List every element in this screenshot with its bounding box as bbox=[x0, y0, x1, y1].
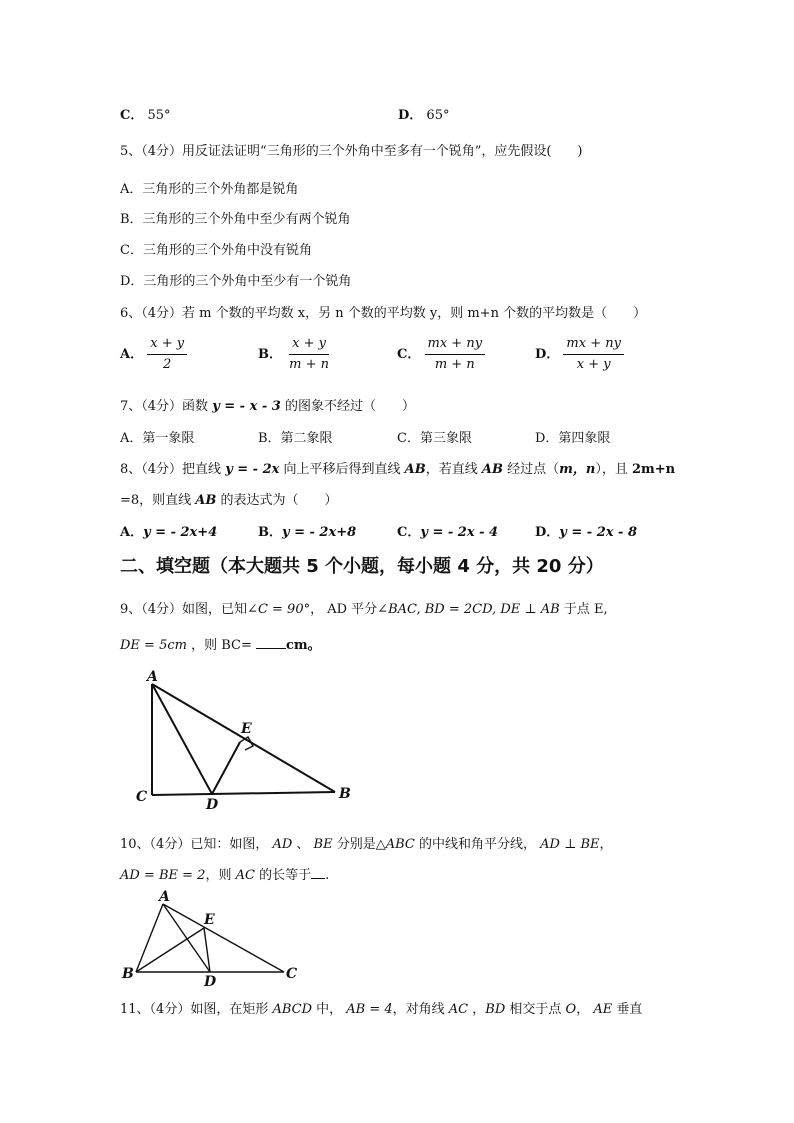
q9-l1-angle: ∠C = 90° bbox=[247, 602, 311, 617]
q8-option-b-expr: y = - 2x+8 bbox=[282, 525, 357, 540]
q8-option-a bbox=[120, 521, 217, 540]
q10-l2-mid: ，则 bbox=[205, 868, 236, 883]
q9-label-b: B bbox=[339, 786, 351, 802]
q9-l1-mid: ， AD 平分 bbox=[310, 602, 378, 617]
q6-option-c bbox=[397, 336, 485, 373]
q6-option-c-label: C． bbox=[397, 347, 421, 362]
q9-side-cb bbox=[152, 792, 335, 795]
q8-l1-mid2: ，若直线 bbox=[425, 462, 482, 477]
q9-triangle-figure bbox=[130, 666, 360, 812]
q9-segment-de bbox=[212, 742, 240, 794]
q8-stem-line2 bbox=[120, 489, 338, 508]
q11-bd: BD bbox=[485, 1002, 506, 1017]
q8-l1-ab: AB bbox=[404, 462, 426, 477]
q9-l2-de: DE = 5cm bbox=[120, 638, 187, 653]
q8-option-b bbox=[258, 521, 356, 540]
q9-label-c: C bbox=[136, 789, 148, 805]
q6-option-b-fraction bbox=[286, 336, 332, 373]
q10-l1-sep: 、 bbox=[292, 837, 310, 852]
q10-l1-prefix: 10、（4分）已知：如图， bbox=[120, 837, 273, 852]
q8-option-c-label: C． bbox=[397, 525, 421, 540]
q6-option-a-numerator: x + y bbox=[147, 336, 187, 355]
q4-option-c-label: C． bbox=[120, 108, 144, 123]
q6-option-a-denominator: 2 bbox=[163, 357, 172, 372]
q10-l1-mid2: 的中线和角平分线， bbox=[414, 837, 541, 852]
q10-triangle-figure bbox=[116, 888, 306, 988]
q4-option-d-value: 65° bbox=[426, 108, 450, 123]
q8-option-a-expr: y = - 2x+4 bbox=[143, 525, 218, 540]
q10-l1-perp: AD ⊥ BE bbox=[540, 837, 600, 852]
q8-l2-ab: AB bbox=[195, 493, 217, 508]
q6-option-a-fraction bbox=[147, 336, 187, 373]
q4-option-d-label: D． bbox=[398, 108, 423, 123]
q9-label-d: D bbox=[206, 797, 219, 812]
q11-mid5: ， bbox=[576, 1002, 594, 1017]
q10-label-a: A bbox=[159, 889, 170, 905]
q10-stem-line2 bbox=[120, 864, 329, 883]
q10-l1-triangle: △ABC bbox=[375, 837, 415, 852]
q11-o: O bbox=[565, 1002, 577, 1017]
q8-l1-mn: m，n bbox=[559, 462, 596, 477]
q11-prefix: 11、（4分）如图，在矩形 bbox=[120, 1002, 273, 1017]
q10-label-b: B bbox=[122, 966, 134, 982]
q8-l1-mid4: ），且 bbox=[595, 462, 632, 477]
q8-l1-function: y = - 2x bbox=[225, 462, 280, 477]
q6-option-d bbox=[535, 336, 624, 373]
q9-l1-prefix: 9、（4分）如图，已知 bbox=[120, 602, 248, 617]
q10-l2-end: . bbox=[325, 868, 330, 883]
q10-label-c: C bbox=[286, 966, 298, 982]
q8-l1-mid3: 经过点（ bbox=[502, 462, 560, 477]
q6-option-a bbox=[120, 336, 187, 373]
q7-option-a: A．第一象限 bbox=[120, 431, 195, 446]
q6-option-c-numerator: mx + ny bbox=[425, 336, 486, 355]
q7-suffix: 的图象不经过（ ） bbox=[280, 399, 415, 414]
q8-l1-ab2: AB bbox=[481, 462, 503, 477]
q10-l2-equation: AD = BE = 2 bbox=[120, 868, 206, 883]
q8-l1-prefix: 8、（4分）把直线 bbox=[120, 462, 226, 477]
q11-rect: ABCD bbox=[272, 1002, 313, 1017]
q6-option-d-fraction bbox=[563, 336, 624, 373]
q7-option-d: D．第四象限 bbox=[535, 431, 611, 446]
q7-function: y = - x - 3 bbox=[212, 399, 281, 414]
q6-stem: 6、（4分）若 m 个数的平均数 x，另 n 个数的平均数 y，则 m+n 个数的平均数是（ ） bbox=[120, 306, 647, 321]
q8-option-d-expr: y = - 2x - 8 bbox=[559, 525, 637, 540]
q10-l1-ad: AD bbox=[272, 837, 293, 852]
q8-l2-prefix: =8，则直线 bbox=[120, 493, 196, 508]
q8-stem-line1 bbox=[120, 458, 675, 477]
q6-option-b-numerator: x + y bbox=[289, 336, 329, 355]
q4-option-c-value: 55° bbox=[147, 108, 171, 123]
q5-stem: 5、（4分）用反证法证明“三角形的三个外角中至多有一个锐角”，应先假设( ) bbox=[120, 144, 583, 159]
q10-side-ac bbox=[163, 904, 284, 972]
q11-suffix: 垂直 bbox=[612, 1002, 643, 1017]
q6-option-b-label: B． bbox=[258, 347, 282, 362]
q9-label-a: A bbox=[147, 669, 158, 685]
q9-l1-conditions: ∠BAC, BD = 2CD, DE ⊥ AB bbox=[377, 602, 560, 617]
q11-mid3: ， bbox=[468, 1002, 486, 1017]
q10-l1-be: BE bbox=[309, 837, 333, 852]
q9-l1-suffix: 于点 E, bbox=[559, 602, 608, 617]
q6-option-d-denominator: x + y bbox=[576, 357, 611, 372]
q8-l1-mid: 向上平移后得到直线 bbox=[279, 462, 405, 477]
q5-option-d: D．三角形的三个外角中至少有一个锐角 bbox=[120, 274, 352, 289]
q4-option-d bbox=[398, 104, 449, 123]
q5-option-a: A．三角形的三个外角都是锐角 bbox=[120, 182, 299, 197]
q5-option-c: C．三角形的三个外角中没有锐角 bbox=[120, 243, 312, 258]
q11-ae: AE bbox=[593, 1002, 613, 1017]
q11-stem bbox=[120, 998, 642, 1017]
q10-l2-ac: AC bbox=[235, 868, 255, 883]
q8-option-c bbox=[397, 521, 498, 540]
q10-l2-suffix: 的长等于 bbox=[254, 868, 312, 883]
q7-prefix: 7、（4分）函数 bbox=[120, 399, 213, 414]
q11-ab: AB = 4 bbox=[346, 1002, 393, 1017]
q6-option-a-label: A． bbox=[120, 347, 144, 362]
q10-side-ab bbox=[136, 904, 163, 972]
q8-option-b-label: B． bbox=[258, 525, 282, 540]
q11-mid4: 相交于点 bbox=[505, 1002, 566, 1017]
q6-option-d-numerator: mx + ny bbox=[563, 336, 624, 355]
q7-option-b: B．第二象限 bbox=[258, 431, 333, 446]
q6-option-c-fraction bbox=[425, 336, 486, 373]
q9-l2-mid: ，则 BC= bbox=[186, 638, 256, 653]
q5-option-b: B．三角形的三个外角中至少有两个锐角 bbox=[120, 212, 351, 227]
q9-answer-blank[interactable] bbox=[256, 636, 286, 649]
q10-stem-line1 bbox=[120, 833, 613, 852]
q11-mid: 中， bbox=[312, 1002, 347, 1017]
q11-ac: AC bbox=[448, 1002, 469, 1017]
q6-option-b bbox=[258, 336, 332, 373]
q8-option-d-label: D． bbox=[535, 525, 560, 540]
q7-option-c: C．第三象限 bbox=[397, 431, 472, 446]
q8-option-a-label: A． bbox=[120, 525, 144, 540]
q10-median-ad bbox=[163, 904, 210, 972]
q8-option-c-expr: y = - 2x - 4 bbox=[420, 525, 499, 540]
q9-l2-unit: cm。 bbox=[285, 638, 321, 653]
q8-option-d bbox=[535, 521, 637, 540]
q11-mid2: ，对角线 bbox=[392, 1002, 449, 1017]
section-heading: 二、填空题（本大题共 5 个小题，每小题 4 分，共 20 分） bbox=[120, 556, 604, 577]
q9-label-e: E bbox=[241, 721, 252, 737]
q8-l2-suffix: 的表达式为（ ） bbox=[216, 493, 338, 508]
q6-option-c-denominator: m + n bbox=[434, 357, 475, 372]
q6-option-d-label: D． bbox=[535, 347, 560, 362]
q10-l1-suffix: ， bbox=[599, 837, 613, 852]
q10-answer-blank[interactable] bbox=[311, 866, 325, 879]
q9-segment-ad bbox=[152, 684, 212, 794]
q10-l1-mid: 分别是 bbox=[332, 837, 376, 852]
q10-label-e: E bbox=[204, 912, 215, 928]
q6-option-b-denominator: m + n bbox=[289, 357, 329, 372]
q9-stem-line1 bbox=[120, 598, 608, 617]
q9-side-ab bbox=[152, 684, 335, 792]
q9-stem-line2 bbox=[120, 634, 321, 653]
q10-bisector-be bbox=[136, 928, 204, 972]
q8-l1-expr: 2m+n bbox=[631, 462, 676, 477]
q4-option-c bbox=[120, 104, 171, 123]
q10-label-d: D bbox=[204, 974, 217, 988]
q7-stem bbox=[120, 395, 415, 414]
